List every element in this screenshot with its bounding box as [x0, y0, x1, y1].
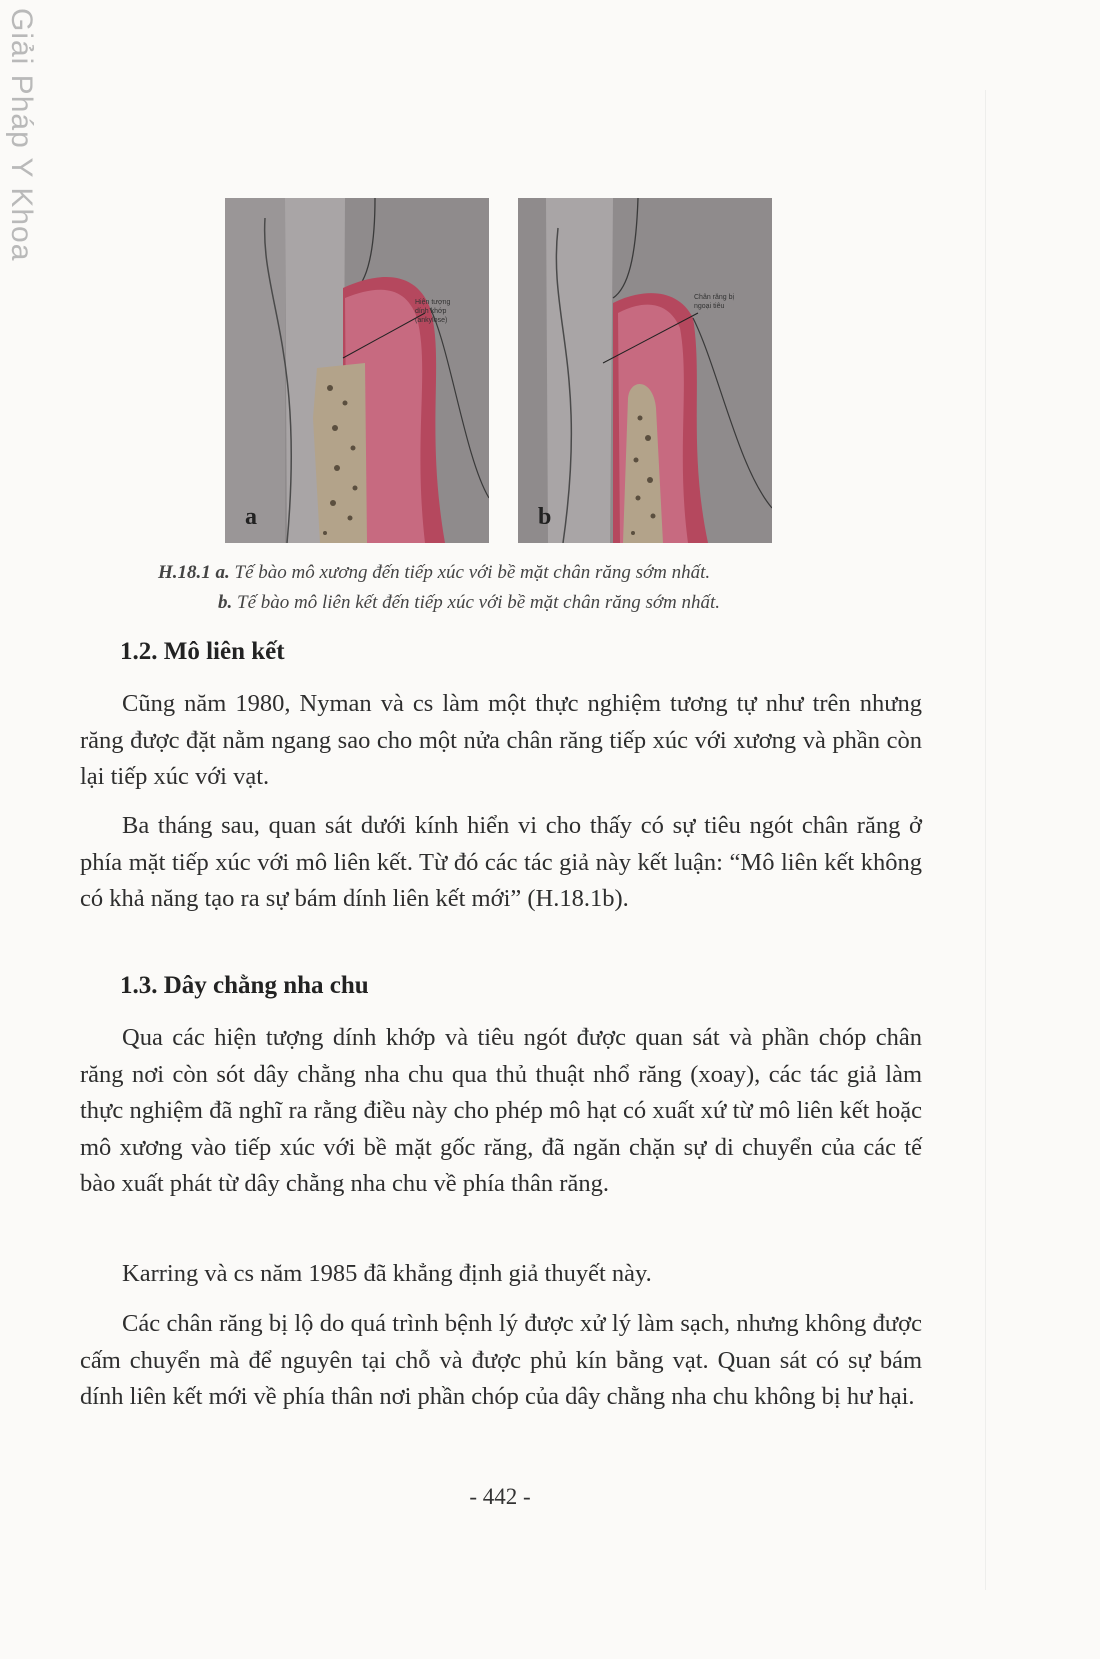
periodontal-illustration-b [518, 198, 772, 543]
section-heading-1-2: 1.2. Mô liên kết [120, 638, 285, 665]
panel-letter-a: a [245, 504, 257, 530]
figure-caption-line-b [218, 592, 938, 614]
watermark: Giải Pháp Y Khoa [5, 8, 38, 262]
figure-panel-b [518, 198, 772, 543]
paragraph: Karring và cs năm 1985 đã khẳng định giả thuyết này. [122, 1260, 652, 1287]
section-heading-1-3: 1.3. Dây chằng nha chu [120, 972, 369, 999]
callout-label-a: Hiện tượng dính khớp (ankylose) [415, 299, 451, 324]
caption-text-a: Tế bào mô xương đến tiếp xúc với bề mặt chân răng sớm nhất. [234, 562, 711, 583]
callout-label-b: Chân răng bị ngoại tiêu [694, 294, 735, 310]
caption-letter-a: a. [215, 562, 230, 583]
figure-caption-line-a [158, 562, 878, 584]
caption-text-b: Tế bào mô liên kết đến tiếp xúc với bề mặt chân răng sớm nhất. [237, 592, 721, 613]
figure-number: H.18.1 [158, 562, 211, 583]
caption-letter-b: b. [218, 592, 233, 613]
paragraph: Cũng năm 1980, Nyman và cs làm một thực nghiệm tương tự như trên nhưng răng được đặt nằm ngang sao cho một nửa chân răng tiếp xúc với xương và phần còn lại tiếp xúc với vạt. [80, 690, 922, 790]
page-number: - 442 - [469, 1484, 531, 1509]
paragraph: Các chân răng bị lộ do quá trình bệnh lý được xử lý làm sạch, nhưng không được cấm chuyển mà để nguyên tại chỗ và được phủ kín bằng vạt. Quan sát có sự bám dính liên kết mới về phía thân nơi phần chóp của dây chằng nha chu không bị hư hại. [80, 1310, 922, 1410]
periodontal-illustration-a [225, 198, 489, 543]
page-edge-line [985, 90, 986, 1590]
figure-panel-a [225, 198, 489, 543]
paragraph: Qua các hiện tượng dính khớp và tiêu ngót được quan sát và phần chóp chân răng nơi còn sót dây chằng nha chu qua thủ thuật nhổ răng (xoay), các tác giả làm thực nghiệm đã nghĩ ra rằng điều này cho phép mô hạt có xuất xứ từ mô liên kết hoặc mô xương vào tiếp xúc với bề mặt gốc răng, đã ngăn chặn sự di chuyển của các tế bào xuất phát từ dây chằng nha chu về phía thân răng. [80, 1024, 922, 1197]
paragraph: Ba tháng sau, quan sát dưới kính hiển vi cho thấy có sự tiêu ngót chân răng ở phía mặt tiếp xúc với mô liên kết. Từ đó các tác giả này kết luận: “Mô liên kết không có khả năng tạo ra sự bám dính liên kết mới” (H.18.1b). [80, 812, 922, 912]
panel-letter-b: b [538, 504, 552, 530]
